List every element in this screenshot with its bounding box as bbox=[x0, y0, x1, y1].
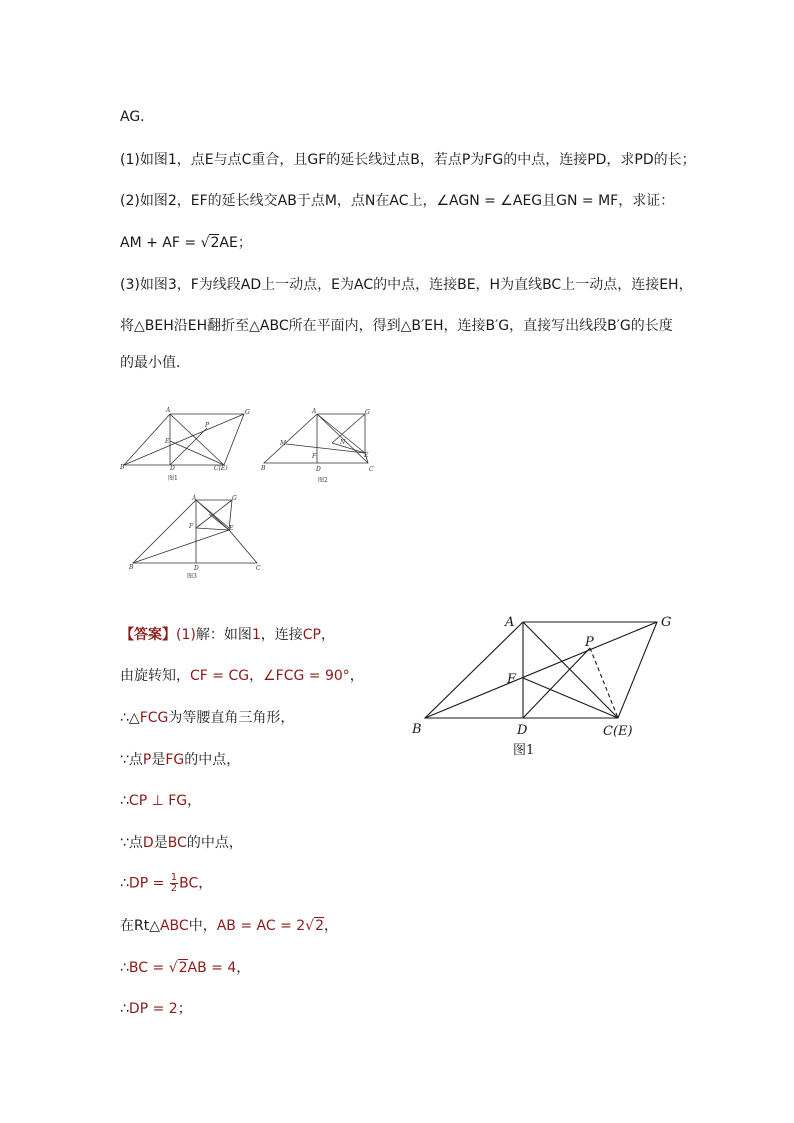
label-C: C bbox=[369, 466, 374, 473]
label-D: D bbox=[194, 565, 199, 572]
answer-line-6: ∴DP = $\frac{1}{2}$ BC， bbox=[120, 872, 213, 894]
answer-line-3: ∵点P是FG的中点， bbox=[120, 752, 241, 768]
label-A: A bbox=[166, 407, 171, 414]
label-E: E bbox=[165, 438, 170, 445]
label-F: F bbox=[189, 523, 194, 530]
answer-line-9: ∴DP = 2； bbox=[120, 1001, 192, 1017]
fraction-half: $\frac{1}{2}$ bbox=[170, 872, 178, 894]
label-E: E bbox=[229, 525, 234, 532]
caption: 图2 bbox=[318, 477, 328, 484]
answer-line-5: ∵点D是BC的中点， bbox=[120, 835, 243, 851]
label-C: C(E) bbox=[603, 724, 633, 739]
figure-1-large bbox=[405, 608, 685, 763]
label-N: N bbox=[340, 439, 346, 446]
label-A: A bbox=[312, 408, 317, 415]
question-part-2-formula: AM + AF = √2AE； bbox=[120, 235, 252, 251]
label-C: C bbox=[256, 565, 261, 572]
label-D: D bbox=[517, 723, 528, 738]
answer-line-4: ∴CP ⊥ FG， bbox=[120, 793, 202, 809]
label-B: B bbox=[129, 564, 134, 571]
label-C: C(E) bbox=[214, 465, 228, 472]
label-P: P bbox=[585, 635, 594, 650]
question-part-3-cont: 将△BEH沿EH翻折至△ABC所在平面内，得到△B′EH，连接B′G，直接写出线段B′G的长度 bbox=[120, 318, 673, 334]
label-M: M bbox=[280, 440, 287, 447]
answer-line-7: 在Rt△ABC中，AB = AC = 2√2， bbox=[120, 918, 339, 934]
caption: 图1 bbox=[513, 743, 535, 758]
label-B: B bbox=[261, 465, 266, 472]
answer-line-1: 由旋转知，CF = CG，∠FCG = 90°， bbox=[120, 668, 364, 684]
label-A: A bbox=[192, 495, 197, 502]
label-G: G bbox=[232, 495, 237, 502]
answer-line-2: ∴△FCG为等腰直角三角形， bbox=[120, 710, 295, 726]
answer-header: 【答案】(1)解：如图1，连接CP， bbox=[120, 627, 335, 643]
label-F: F bbox=[507, 672, 517, 687]
answer-line-8: ∴BC = √2AB = 4， bbox=[120, 960, 251, 976]
label-P: P bbox=[205, 422, 210, 429]
label-A: A bbox=[505, 615, 515, 630]
label-G: G bbox=[661, 615, 672, 630]
caption: 图1 bbox=[168, 475, 178, 482]
caption: 图3 bbox=[187, 573, 197, 580]
question-part-3-end: 的最小值． bbox=[120, 355, 190, 371]
label-D: D bbox=[170, 465, 175, 472]
label-B: B bbox=[120, 464, 125, 471]
figure-2-small bbox=[260, 405, 385, 485]
label-D: D bbox=[316, 466, 321, 473]
label-G: G bbox=[365, 409, 370, 416]
question-part-1: (1)如图1，点E与点C重合，且GF的延长线过点B，若点P为FG的中点，连接PD，求PD的长； bbox=[120, 152, 696, 168]
question-line-1: AG． bbox=[120, 109, 155, 125]
figure-3-small bbox=[125, 490, 270, 585]
label-B: B bbox=[412, 722, 422, 737]
label-F: F bbox=[312, 453, 317, 460]
question-part-2: (2)如图2，EF的延长线交AB于点M，点N在AC上，∠AGN = ∠AEG且GN = MF，求证： bbox=[120, 193, 675, 209]
question-part-3: (3)如图3，F为线段AD上一动点，E为AC的中点，连接BE，H为直线BC上一动点，连接EH， bbox=[120, 277, 693, 293]
label-E: E bbox=[364, 452, 369, 459]
label-G: G bbox=[245, 409, 250, 416]
figure-1-small bbox=[118, 405, 268, 485]
